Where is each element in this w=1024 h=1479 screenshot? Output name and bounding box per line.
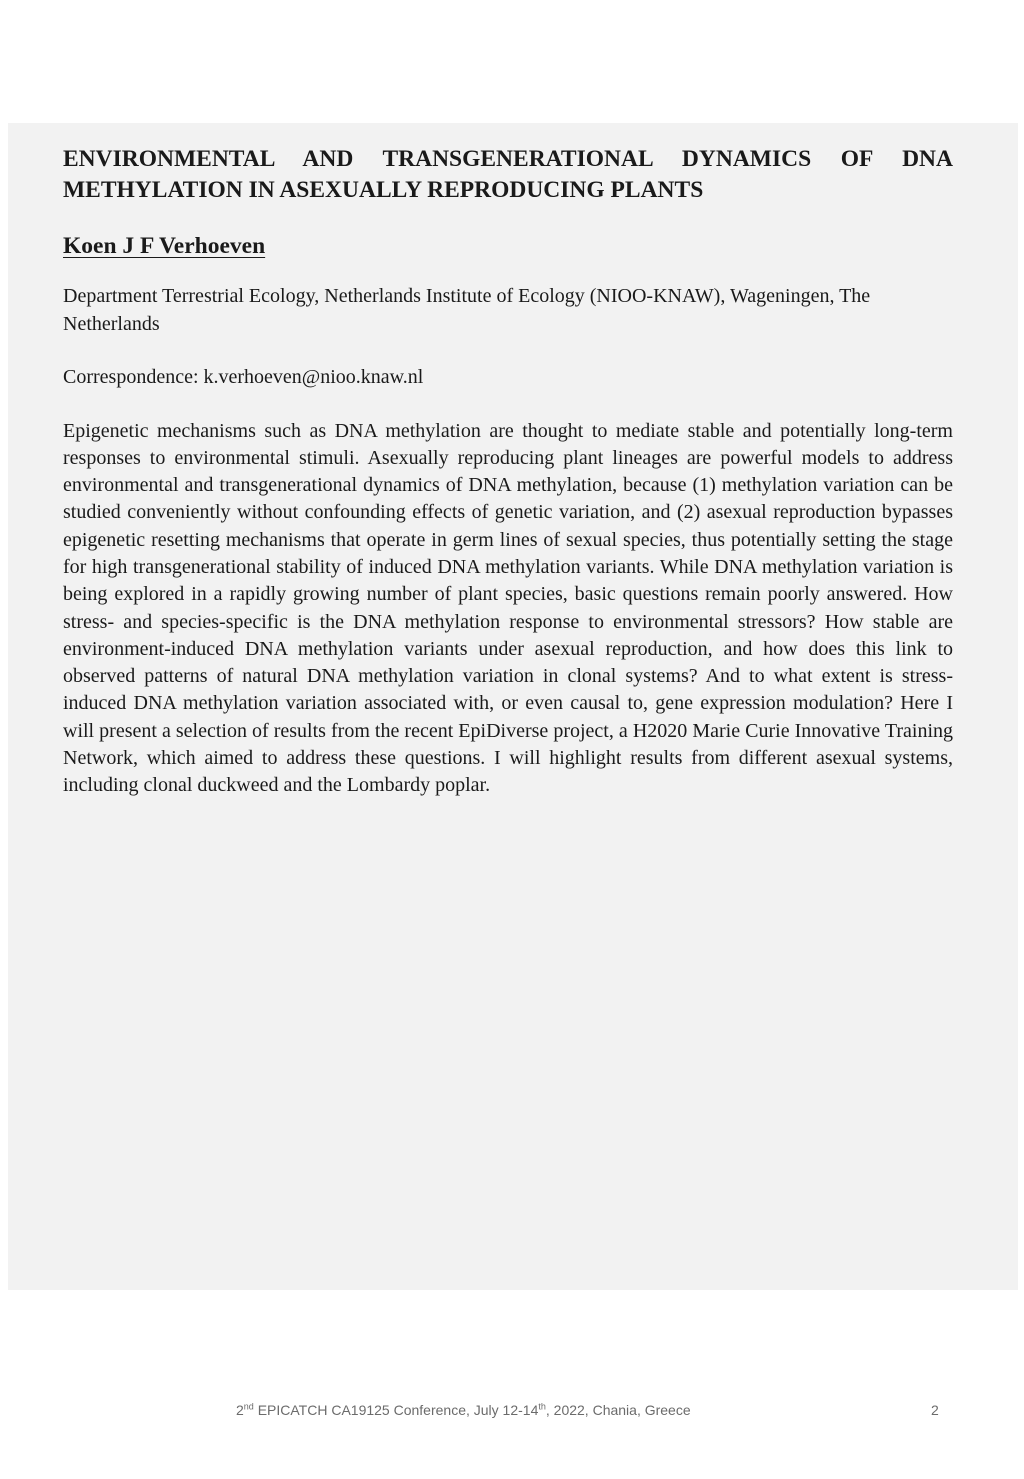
- footer-ordinal-number: 2: [236, 1402, 244, 1418]
- abstract-body: Epigenetic mechanisms such as DNA methylation are thought to mediate stable and potentially long-term responses to environmental stimuli. Asexually reproducing plant lineages are powerful models to address environmental and transgenerational dynamics of DNA methylation, because (1) methylation variation can be studied conveniently without confounding effects of genetic variation, and (2) asexual reproduction bypasses epigenetic resetting mechanisms that operate in germ lines of sexual species, thus potentially setting the stage for high transgenerational stability of induced DNA methylation variants. While DNA methylation variation is being explored in a rapidly growing number of plant species, basic questions remain poorly answered. How stress- and species-specific is the DNA methylation response to environmental stressors? How stable are environment-induced DNA methylation variants under asexual reproduction, and how does this link to observed patterns of natural DNA methylation variation in clonal systems? And to what extent is stress-induced DNA methylation variation associated with, or even causal to, gene expression modulation? Here I will present a selection of results from the recent EpiDiverse project, a H2020 Marie Curie Innovative Training Network, which aimed to address these questions. I will highlight results from different asexual systems, including clonal duckweed and the Lombardy poplar.: [63, 419, 953, 797]
- page-number: 2: [931, 1402, 939, 1418]
- footer-conference: [236, 1402, 691, 1418]
- footer-date-location: , 2022, Chania, Greece: [545, 1402, 691, 1418]
- footer-conference-name: EPICATCH CA19125 Conference, July 12-14: [253, 1402, 539, 1418]
- author-affiliation: Department Terrestrial Ecology, Netherlands Institute of Ecology (NIOO-KNAW), Wageningen, The Netherlands: [63, 285, 871, 335]
- author-name: Koen J F Verhoeven: [63, 233, 266, 259]
- abstract-title: ENVIRONMENTAL AND TRANSGENERATIONAL DYNAMICS OF DNA METHYLATION IN ASEXUALLY REPRODUCING PLANTS: [63, 146, 953, 203]
- footer-date-suffix: th: [538, 1401, 546, 1412]
- correspondence-line: Correspondence: k.verhoeven@nioo.knaw.nl: [63, 366, 424, 388]
- footer-ordinal-suffix: nd: [243, 1401, 254, 1412]
- abstract-content: [63, 144, 953, 800]
